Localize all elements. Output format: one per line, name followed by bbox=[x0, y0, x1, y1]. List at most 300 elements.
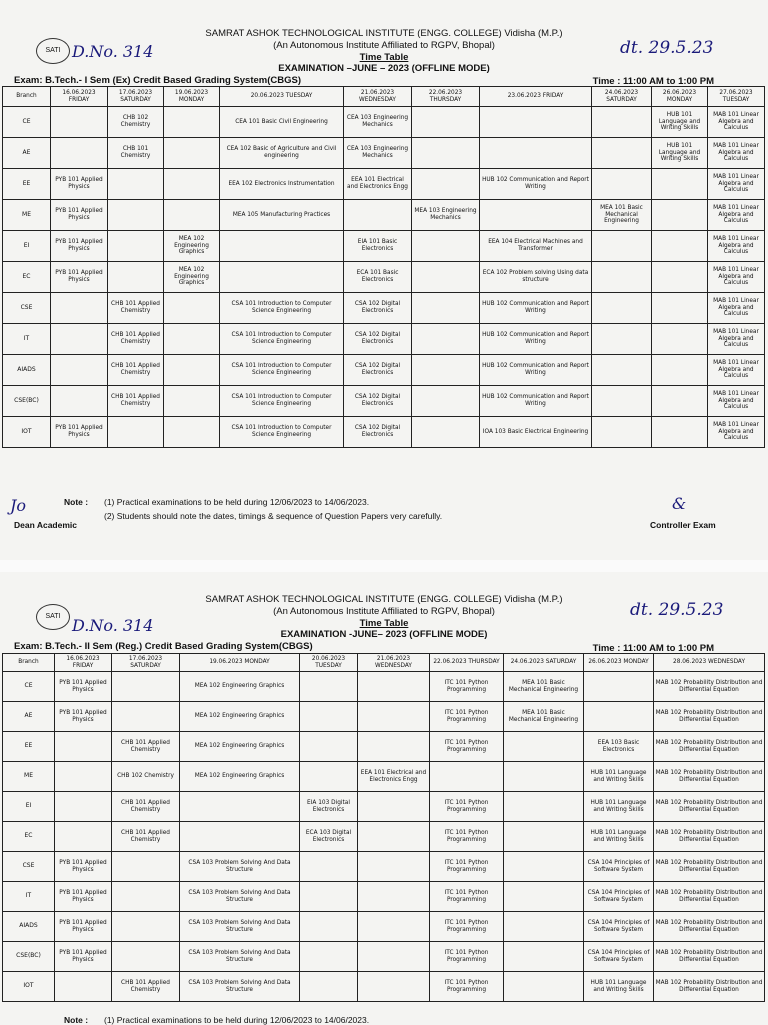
subject-cell: MAB 102 Probability Distribution and Differential Equation bbox=[654, 822, 765, 852]
subject-cell: MAB 102 Probability Distribution and Differential Equation bbox=[654, 972, 765, 1002]
subject-cell: HUB 101 Language and Writing Skills bbox=[584, 972, 654, 1002]
subject-cell: HUB 101 Language and Writing Skills bbox=[652, 107, 708, 138]
branch-cell: IOT bbox=[3, 417, 51, 448]
subject-cell: EEA 102 Electronics Instrumentation bbox=[220, 169, 344, 200]
subject-cell bbox=[51, 355, 108, 386]
column-header-date: 16.06.2023 FRIDAY bbox=[51, 87, 108, 107]
subject-cell: CSA 103 Problem Solving And Data Structure bbox=[180, 972, 300, 1002]
subject-cell: HUB 101 Language and Writing Skills bbox=[652, 138, 708, 169]
table-row bbox=[3, 138, 765, 169]
subject-cell: MEA 102 Engineering Graphics bbox=[180, 672, 300, 702]
subject-cell bbox=[412, 262, 480, 293]
column-header-date: 19.06.2023 MONDAY bbox=[180, 654, 300, 672]
subject-cell: CSA 102 Digital Electronics bbox=[344, 417, 412, 448]
subject-cell: MAB 101 Linear Algebra and Calculus bbox=[708, 169, 765, 200]
subject-cell bbox=[300, 942, 358, 972]
subject-cell bbox=[592, 138, 652, 169]
subject-cell: CHB 101 Applied Chemistry bbox=[108, 293, 164, 324]
subject-cell bbox=[358, 852, 430, 882]
subject-cell: CSA 103 Problem Solving And Data Structure bbox=[180, 882, 300, 912]
branch-cell: EI bbox=[3, 792, 55, 822]
column-header-date: 16.06.2023 FRIDAY bbox=[55, 654, 112, 672]
subject-cell bbox=[55, 822, 112, 852]
subject-cell bbox=[112, 912, 180, 942]
subject-cell: ITC 101 Python Programming bbox=[430, 882, 504, 912]
subject-cell bbox=[430, 762, 504, 792]
subject-cell: ITC 101 Python Programming bbox=[430, 702, 504, 732]
table-row bbox=[3, 972, 765, 1002]
subject-cell bbox=[592, 107, 652, 138]
subject-cell: CSA 101 Introduction to Computer Science Engineering bbox=[220, 355, 344, 386]
subject-cell bbox=[412, 138, 480, 169]
subject-cell: PYB 101 Applied Physics bbox=[51, 262, 108, 293]
note-1: (1) Practical examinations to be held during 12/06/2023 to 14/06/2023. bbox=[104, 497, 370, 507]
subject-cell bbox=[300, 882, 358, 912]
subject-cell: MAB 101 Linear Algebra and Calculus bbox=[708, 231, 765, 262]
controller-signature: & bbox=[672, 494, 687, 513]
subject-cell: CHB 101 Applied Chemistry bbox=[112, 972, 180, 1002]
subject-cell bbox=[51, 324, 108, 355]
branch-cell: CSE bbox=[3, 293, 51, 324]
subject-cell bbox=[164, 138, 220, 169]
column-header-date: 27.06.2023 TUESDAY bbox=[708, 87, 765, 107]
subject-cell: EEA 103 Basic Electronics bbox=[584, 732, 654, 762]
table-row bbox=[3, 324, 765, 355]
subject-cell bbox=[652, 200, 708, 231]
subject-cell bbox=[504, 732, 584, 762]
subject-cell bbox=[592, 324, 652, 355]
subject-cell bbox=[584, 702, 654, 732]
branch-cell: ME bbox=[3, 200, 51, 231]
subject-cell: CEA 103 Engineering Mechanics bbox=[344, 138, 412, 169]
subject-cell bbox=[412, 386, 480, 417]
subject-cell: CHB 101 Chemistry bbox=[108, 138, 164, 169]
subject-cell bbox=[480, 200, 592, 231]
subject-cell: EEA 101 Electrical and Electronics Engg bbox=[344, 169, 412, 200]
subject-cell bbox=[220, 262, 344, 293]
subject-cell bbox=[51, 107, 108, 138]
subject-cell bbox=[592, 417, 652, 448]
subject-cell: ITC 101 Python Programming bbox=[430, 822, 504, 852]
subject-cell bbox=[652, 262, 708, 293]
subject-cell: HUB 101 Language and Writing Skills bbox=[584, 762, 654, 792]
subject-cell: MEA 101 Basic Mechanical Engineering bbox=[592, 200, 652, 231]
table-row bbox=[3, 702, 765, 732]
exam-title: EXAMINATION -JUNE– 2023 (OFFLINE MODE) bbox=[280, 629, 488, 640]
subject-cell: ITC 101 Python Programming bbox=[430, 672, 504, 702]
column-header-date: 20.06.2023 TUESDAY bbox=[220, 87, 344, 107]
subject-cell bbox=[412, 107, 480, 138]
table-row bbox=[3, 262, 765, 293]
note-1: (1) Practical examinations to be held during 12/06/2023 to 14/06/2023. bbox=[104, 1015, 370, 1025]
subject-cell: MAB 102 Probability Distribution and Differential Equation bbox=[654, 942, 765, 972]
subject-cell: ECA 102 Problem solving Using data structure bbox=[480, 262, 592, 293]
subject-cell bbox=[300, 672, 358, 702]
column-header-date: 22.06.2023 THURSDAY bbox=[412, 87, 480, 107]
subject-cell bbox=[412, 324, 480, 355]
subject-cell bbox=[164, 417, 220, 448]
branch-cell: EI bbox=[3, 231, 51, 262]
subject-cell: CSA 101 Introduction to Computer Science Engineering bbox=[220, 386, 344, 417]
column-header-date: 20.06.2023 TUESDAY bbox=[300, 654, 358, 672]
subject-cell: EEA 101 Electrical and Electronics Engg bbox=[358, 762, 430, 792]
column-header-date: 21.06.2023 WEDNESDAY bbox=[344, 87, 412, 107]
subject-cell bbox=[358, 972, 430, 1002]
subject-cell bbox=[51, 386, 108, 417]
subject-cell: EEA 104 Electrical Machines and Transformer bbox=[480, 231, 592, 262]
subject-cell bbox=[592, 355, 652, 386]
doc-title: Time Table bbox=[359, 52, 409, 63]
subject-cell bbox=[412, 355, 480, 386]
branch-cell: IOT bbox=[3, 972, 55, 1002]
table-row bbox=[3, 912, 765, 942]
branch-cell: EC bbox=[3, 822, 55, 852]
table-row bbox=[3, 386, 765, 417]
subject-cell: PYB 101 Applied Physics bbox=[55, 882, 112, 912]
subject-cell: HUB 102 Communication and Report Writing bbox=[480, 293, 592, 324]
subject-cell bbox=[592, 231, 652, 262]
table-row bbox=[3, 732, 765, 762]
subject-cell: MEA 102 Engineering Graphics bbox=[180, 762, 300, 792]
subject-cell bbox=[108, 262, 164, 293]
subject-cell: CSA 103 Problem Solving And Data Structure bbox=[180, 852, 300, 882]
subject-cell bbox=[112, 882, 180, 912]
subject-cell: CSA 102 Digital Electronics bbox=[344, 355, 412, 386]
table-row bbox=[3, 293, 765, 324]
subject-cell bbox=[300, 702, 358, 732]
subject-cell: ITC 101 Python Programming bbox=[430, 732, 504, 762]
branch-cell: EE bbox=[3, 732, 55, 762]
branch-cell: EE bbox=[3, 169, 51, 200]
subject-cell: CSA 103 Problem Solving And Data Structure bbox=[180, 912, 300, 942]
institute-logo: SATI bbox=[36, 604, 70, 630]
subject-cell: MAB 101 Linear Algebra and Calculus bbox=[708, 417, 765, 448]
branch-cell: CE bbox=[3, 672, 55, 702]
dean-signature: Jo bbox=[10, 496, 27, 515]
subject-cell bbox=[592, 169, 652, 200]
subject-cell: MEA 105 Manufacturing Practices bbox=[220, 200, 344, 231]
subject-cell: ITC 101 Python Programming bbox=[430, 852, 504, 882]
subject-cell bbox=[480, 107, 592, 138]
branch-cell: CSE(BC) bbox=[3, 386, 51, 417]
branch-cell: ME bbox=[3, 762, 55, 792]
subject-cell bbox=[112, 702, 180, 732]
subject-cell: PYB 101 Applied Physics bbox=[55, 912, 112, 942]
table-row bbox=[3, 107, 765, 138]
note-2: (2) Students should note the dates, timings & sequence of Question Papers very carefully. bbox=[104, 511, 443, 521]
subject-cell: MEA 103 Engineering Mechanics bbox=[412, 200, 480, 231]
column-header-date: 17.06.2023 SATURDAY bbox=[112, 654, 180, 672]
subject-cell: MAB 102 Probability Distribution and Differential Equation bbox=[654, 852, 765, 882]
subject-cell bbox=[51, 293, 108, 324]
subject-cell bbox=[652, 324, 708, 355]
subject-cell: CHB 101 Applied Chemistry bbox=[108, 355, 164, 386]
subject-cell: ITC 101 Python Programming bbox=[430, 912, 504, 942]
subject-cell: PYB 101 Applied Physics bbox=[51, 200, 108, 231]
subject-cell: MEA 102 Engineering Graphics bbox=[164, 231, 220, 262]
branch-cell: IT bbox=[3, 882, 55, 912]
subject-cell: ECA 103 Digital Electronics bbox=[300, 822, 358, 852]
subject-cell bbox=[55, 732, 112, 762]
column-header-date: 26.06.2023 MONDAY bbox=[652, 87, 708, 107]
subject-cell: MAB 102 Probability Distribution and Differential Equation bbox=[654, 882, 765, 912]
column-header-date: 22.06.2023 THURSDAY bbox=[430, 654, 504, 672]
subject-cell: PYB 101 Applied Physics bbox=[51, 417, 108, 448]
subject-cell bbox=[300, 762, 358, 792]
subject-cell: MAB 101 Linear Algebra and Calculus bbox=[708, 107, 765, 138]
subject-cell bbox=[504, 852, 584, 882]
subject-cell bbox=[358, 912, 430, 942]
subject-cell: MEA 102 Engineering Graphics bbox=[164, 262, 220, 293]
subject-cell bbox=[504, 972, 584, 1002]
subject-cell bbox=[300, 912, 358, 942]
subject-cell bbox=[51, 138, 108, 169]
subject-cell: CHB 101 Applied Chemistry bbox=[112, 822, 180, 852]
subject-cell bbox=[358, 942, 430, 972]
column-header-branch: Branch bbox=[3, 87, 51, 107]
subject-cell bbox=[112, 942, 180, 972]
note-label: Note : bbox=[64, 497, 89, 507]
header-row bbox=[3, 654, 765, 672]
handwritten-dno: D.No. 314 bbox=[72, 42, 154, 61]
subject-cell bbox=[108, 169, 164, 200]
subject-cell: HUB 101 Language and Writing Skills bbox=[584, 792, 654, 822]
subject-cell bbox=[358, 792, 430, 822]
subject-cell: MAB 101 Linear Algebra and Calculus bbox=[708, 355, 765, 386]
subject-cell bbox=[300, 732, 358, 762]
header-row bbox=[3, 87, 765, 107]
subject-cell: PYB 101 Applied Physics bbox=[51, 231, 108, 262]
subject-cell: MAB 101 Linear Algebra and Calculus bbox=[708, 262, 765, 293]
branch-cell: IT bbox=[3, 324, 51, 355]
subject-cell bbox=[412, 169, 480, 200]
subject-cell: ITC 101 Python Programming bbox=[430, 792, 504, 822]
subject-cell bbox=[504, 882, 584, 912]
subject-cell: CSA 101 Introduction to Computer Science Engineering bbox=[220, 417, 344, 448]
branch-cell: AE bbox=[3, 702, 55, 732]
subject-cell bbox=[358, 672, 430, 702]
column-header-date: 21.06.2023 WEDNESDAY bbox=[358, 654, 430, 672]
subject-cell: MAB 102 Probability Distribution and Differential Equation bbox=[654, 792, 765, 822]
subject-cell: MAB 101 Linear Algebra and Calculus bbox=[708, 324, 765, 355]
subject-cell bbox=[112, 672, 180, 702]
subject-cell: ITC 101 Python Programming bbox=[430, 942, 504, 972]
subject-cell bbox=[504, 912, 584, 942]
subject-cell: ITC 101 Python Programming bbox=[430, 972, 504, 1002]
subject-cell: EIA 101 Basic Electronics bbox=[344, 231, 412, 262]
institute-name: SAMRAT ASHOK TECHNOLOGICAL INSTITUTE (ENGG. COLLEGE) Vidisha (M.P.) bbox=[205, 594, 563, 605]
subject-cell bbox=[180, 792, 300, 822]
subject-cell: PYB 101 Applied Physics bbox=[55, 672, 112, 702]
subject-cell: CSA 102 Digital Electronics bbox=[344, 293, 412, 324]
subject-cell: CHB 101 Applied Chemistry bbox=[112, 792, 180, 822]
table-row bbox=[3, 852, 765, 882]
table-row bbox=[3, 822, 765, 852]
subject-cell bbox=[220, 231, 344, 262]
subject-cell bbox=[164, 200, 220, 231]
subject-cell: CEA 102 Basic of Agriculture and Civil engineering bbox=[220, 138, 344, 169]
institute-name: SAMRAT ASHOK TECHNOLOGICAL INSTITUTE (ENGG. COLLEGE) Vidisha (M.P.) bbox=[205, 28, 563, 39]
exam-title: EXAMINATION –JUNE – 2023 (OFFLINE MODE) bbox=[278, 63, 490, 74]
subject-cell bbox=[164, 386, 220, 417]
subject-cell: MAB 101 Linear Algebra and Calculus bbox=[708, 386, 765, 417]
column-header-date: 23.06.2023 FRIDAY bbox=[480, 87, 592, 107]
subject-cell bbox=[652, 293, 708, 324]
subject-cell: CSA 104 Principles of Software System bbox=[584, 852, 654, 882]
column-header-date: 17.06.2023 SATURDAY bbox=[108, 87, 164, 107]
subject-cell bbox=[55, 972, 112, 1002]
subject-cell: ECA 101 Basic Electronics bbox=[344, 262, 412, 293]
subject-cell bbox=[55, 792, 112, 822]
subject-cell bbox=[652, 355, 708, 386]
subject-cell bbox=[164, 169, 220, 200]
subject-cell: HUB 102 Communication and Report Writing bbox=[480, 169, 592, 200]
subject-cell: MEA 101 Basic Mechanical Engineering bbox=[504, 702, 584, 732]
subject-cell bbox=[358, 882, 430, 912]
bottom-sheet bbox=[0, 572, 768, 1024]
subject-cell: IOA 103 Basic Electrical Engineering bbox=[480, 417, 592, 448]
subject-cell: MAB 101 Linear Algebra and Calculus bbox=[708, 293, 765, 324]
table-row bbox=[3, 882, 765, 912]
subject-cell bbox=[480, 138, 592, 169]
branch-cell: AE bbox=[3, 138, 51, 169]
affiliation: (An Autonomous Institute Affiliated to RGPV, Bhopal) bbox=[273, 606, 495, 617]
subject-cell: HUB 102 Communication and Report Writing bbox=[480, 324, 592, 355]
subject-cell: PYB 101 Applied Physics bbox=[55, 852, 112, 882]
subject-cell: HUB 101 Language and Writing Skills bbox=[584, 822, 654, 852]
subject-cell: CSA 102 Digital Electronics bbox=[344, 324, 412, 355]
handwritten-date: dt. 29.5.23 bbox=[620, 38, 714, 58]
timetable-sem2 bbox=[2, 653, 765, 1002]
subject-cell: CHB 102 Chemistry bbox=[112, 762, 180, 792]
column-header-date: 19.06.2023 MONDAY bbox=[164, 87, 220, 107]
subject-cell: CHB 101 Applied Chemistry bbox=[108, 386, 164, 417]
subject-cell bbox=[358, 732, 430, 762]
subject-cell bbox=[584, 672, 654, 702]
branch-cell: CSE bbox=[3, 852, 55, 882]
subject-cell: PYB 101 Applied Physics bbox=[55, 702, 112, 732]
column-header-branch: Branch bbox=[3, 654, 55, 672]
subject-cell bbox=[344, 200, 412, 231]
subject-cell bbox=[300, 972, 358, 1002]
timetable-sem1 bbox=[2, 86, 765, 448]
subject-cell: CHB 102 Chemistry bbox=[108, 107, 164, 138]
subject-cell: MAB 101 Linear Algebra and Calculus bbox=[708, 200, 765, 231]
exam-time: Time : 11:00 AM to 1:00 PM bbox=[592, 643, 714, 654]
affiliation: (An Autonomous Institute Affiliated to RGPV, Bhopal) bbox=[273, 40, 495, 51]
subject-cell: MAB 101 Linear Algebra and Calculus bbox=[708, 138, 765, 169]
subject-cell: CSA 104 Principles of Software System bbox=[584, 882, 654, 912]
handwritten-date: dt. 29.5.23 bbox=[630, 600, 724, 620]
subject-cell: MAB 102 Probability Distribution and Differential Equation bbox=[654, 762, 765, 792]
subject-cell: PYB 101 Applied Physics bbox=[51, 169, 108, 200]
subject-cell bbox=[164, 293, 220, 324]
subject-cell: CSA 103 Problem Solving And Data Structure bbox=[180, 942, 300, 972]
subject-cell: CSA 102 Digital Electronics bbox=[344, 386, 412, 417]
doc-title: Time Table bbox=[359, 618, 409, 629]
subject-cell bbox=[592, 293, 652, 324]
table-row bbox=[3, 231, 765, 262]
subject-cell: HUB 102 Communication and Report Writing bbox=[480, 386, 592, 417]
dean-academic: Dean Academic bbox=[14, 520, 77, 530]
subject-cell: MAB 102 Probability Distribution and Differential Equation bbox=[654, 702, 765, 732]
table-row bbox=[3, 417, 765, 448]
subject-cell bbox=[164, 107, 220, 138]
subject-cell: CHB 101 Applied Chemistry bbox=[108, 324, 164, 355]
subject-cell bbox=[652, 231, 708, 262]
exam-time: Time : 11:00 AM to 1:00 PM bbox=[592, 76, 714, 87]
subject-cell bbox=[300, 852, 358, 882]
subject-cell: CHB 101 Applied Chemistry bbox=[112, 732, 180, 762]
page-gap bbox=[0, 560, 768, 572]
subject-cell bbox=[412, 293, 480, 324]
subject-cell bbox=[358, 822, 430, 852]
subject-cell: CSA 104 Principles of Software System bbox=[584, 942, 654, 972]
branch-cell: CE bbox=[3, 107, 51, 138]
subject-cell bbox=[108, 231, 164, 262]
subject-cell bbox=[652, 417, 708, 448]
subject-cell: MAB 102 Probability Distribution and Differential Equation bbox=[654, 672, 765, 702]
subject-cell: PYB 101 Applied Physics bbox=[55, 942, 112, 972]
subject-cell bbox=[592, 262, 652, 293]
subject-cell bbox=[180, 822, 300, 852]
subject-cell bbox=[412, 231, 480, 262]
subject-cell bbox=[164, 355, 220, 386]
branch-cell: EC bbox=[3, 262, 51, 293]
subject-cell bbox=[504, 762, 584, 792]
subject-cell bbox=[652, 386, 708, 417]
table-row bbox=[3, 762, 765, 792]
subject-cell bbox=[55, 762, 112, 792]
column-header-date: 26.06.2023 MONDAY bbox=[584, 654, 654, 672]
exam-line: Exam: B.Tech.- I Sem (Ex) Credit Based Grading System(CBGS) bbox=[14, 75, 302, 86]
subject-cell bbox=[108, 417, 164, 448]
branch-cell: AIADS bbox=[3, 355, 51, 386]
controller-exam: Controller Exam bbox=[650, 520, 716, 530]
table-row bbox=[3, 942, 765, 972]
column-header-date: 28.06.2023 WEDNESDAY bbox=[654, 654, 765, 672]
table-row bbox=[3, 355, 765, 386]
table-row bbox=[3, 169, 765, 200]
subject-cell bbox=[164, 324, 220, 355]
subject-cell bbox=[358, 702, 430, 732]
subject-cell bbox=[108, 200, 164, 231]
subject-cell: CSA 101 Introduction to Computer Science Engineering bbox=[220, 293, 344, 324]
subject-cell: EIA 103 Digital Electronics bbox=[300, 792, 358, 822]
subject-cell: CEA 101 Basic Civil Engineering bbox=[220, 107, 344, 138]
subject-cell bbox=[504, 822, 584, 852]
table-row bbox=[3, 200, 765, 231]
exam-line: Exam: B.Tech.- II Sem (Reg.) Credit Based Grading System(CBGS) bbox=[14, 641, 313, 652]
table-row bbox=[3, 672, 765, 702]
subject-cell: MAB 102 Probability Distribution and Differential Equation bbox=[654, 732, 765, 762]
column-header-date: 24.06.2023 SATURDAY bbox=[504, 654, 584, 672]
institute-logo: SATI bbox=[36, 38, 70, 64]
note-label: Note : bbox=[64, 1015, 89, 1025]
subject-cell: CSA 104 Principles of Software System bbox=[584, 912, 654, 942]
subject-cell bbox=[592, 386, 652, 417]
handwritten-dno: D.No. 314 bbox=[72, 616, 154, 635]
subject-cell: MAB 102 Probability Distribution and Differential Equation bbox=[654, 912, 765, 942]
branch-cell: AIADS bbox=[3, 912, 55, 942]
subject-cell: MEA 101 Basic Mechanical Engineering bbox=[504, 672, 584, 702]
column-header-date: 24.06.2023 SATURDAY bbox=[592, 87, 652, 107]
subject-cell: MEA 102 Engineering Graphics bbox=[180, 732, 300, 762]
subject-cell bbox=[504, 942, 584, 972]
subject-cell bbox=[112, 852, 180, 882]
subject-cell: CSA 101 Introduction to Computer Science Engineering bbox=[220, 324, 344, 355]
subject-cell: CEA 103 Engineering Mechanics bbox=[344, 107, 412, 138]
